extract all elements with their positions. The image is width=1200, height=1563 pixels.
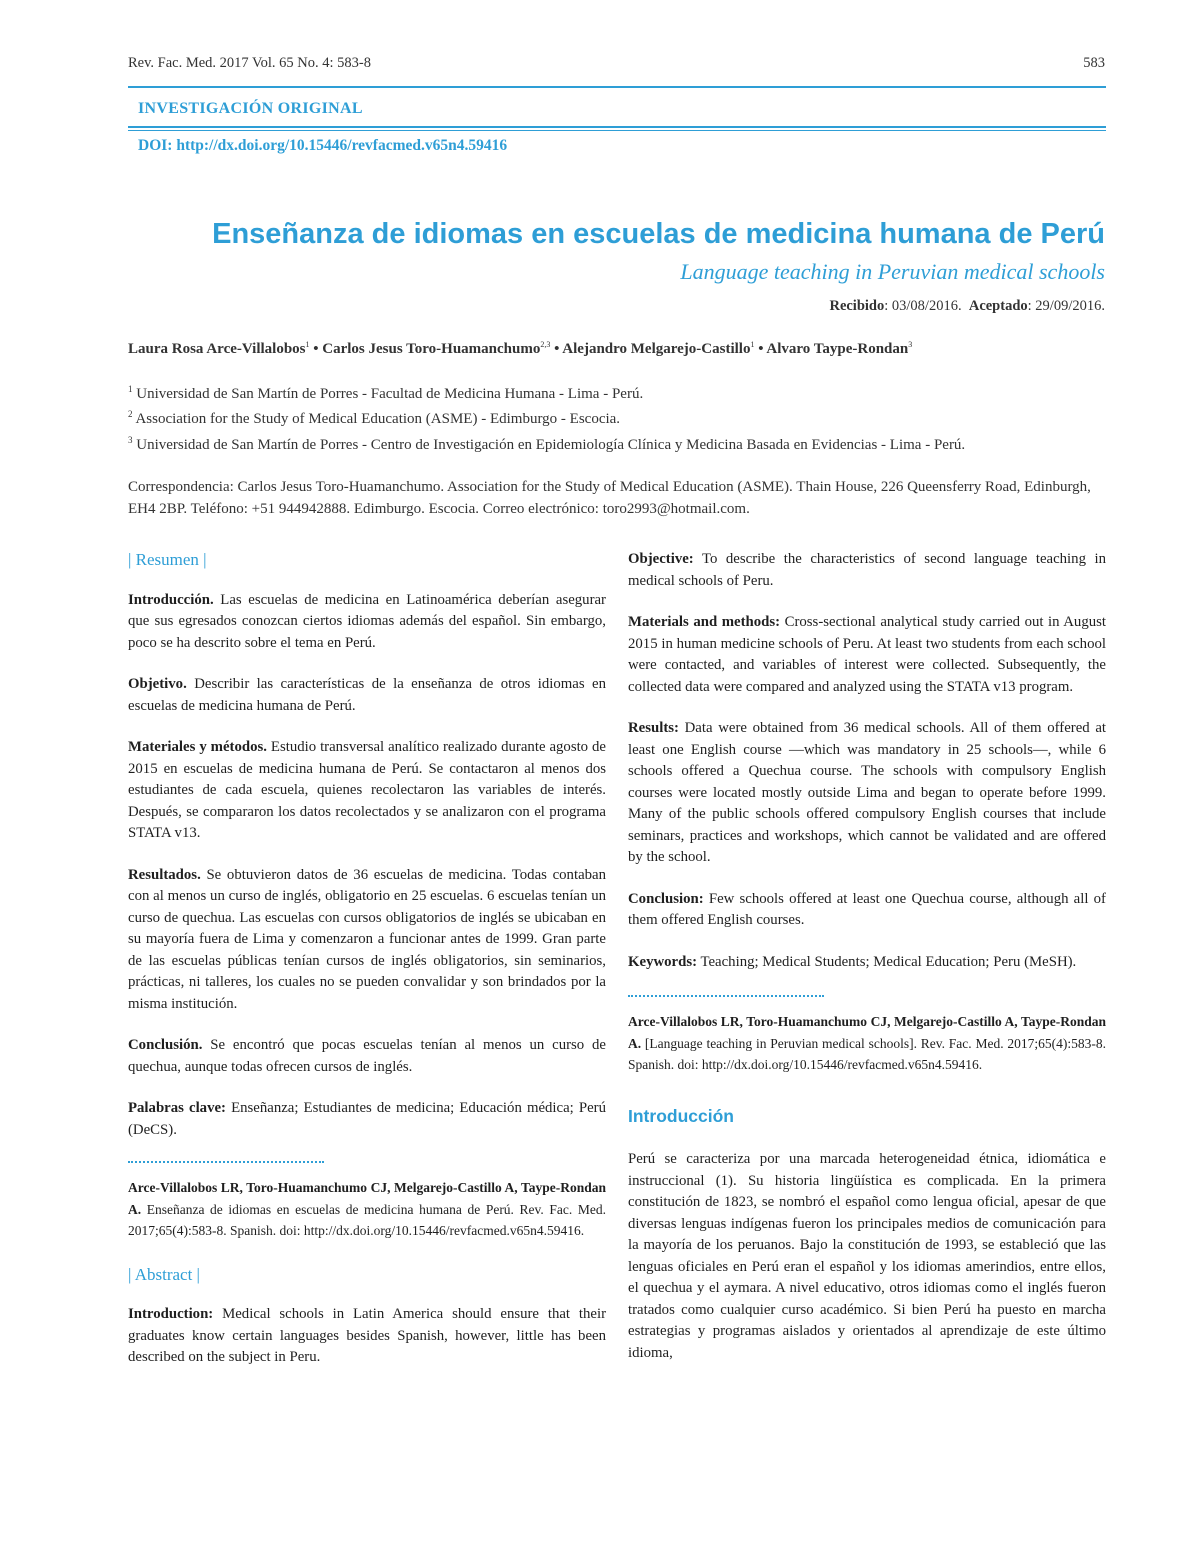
introduction-label: Introduction: [128,1306,214,1322]
affiliation-text: Universidad de San Martín de Porres - Facultad de Medicina Humana - Lima - Perú. [136,386,644,402]
citation-es [128,1177,606,1242]
results-label: Results: [628,720,679,736]
keywords-label: Keywords: [628,953,698,970]
resultados-label: Resultados. [128,866,201,883]
resumen-column [128,549,606,1369]
introduccion-body: Perú se caracteriza por una marcada heterogeneidad étnica, idiomática e instruccional (1). Su historia lingüística es complicada. En la primera constitución de 1823, se nombró el español como lengua oficial, apesar de que diversas lenguas indígenas fueron los principales medios de comunicación para la mayoría de los peruanos. Bajo la constitución de 1993, se estableció que las lenguas oficiales en Perú eran el español y los idiomas amerindios, entre ellos, el quechua y el aymara. A nivel educativo, otros idiomas como el inglés fueron tratados como cualquier curso académico. Si bien Perú ha puesto en marcha estrategias y programas aislados y orientados al aprendizaje de este último idioma, [628,1151,1106,1361]
citation-en [628,1011,1106,1076]
results-text: Data were obtained from 36 medical schools. All of them offered at least one English course —which was mandatory in 25 schools—, while 6 schools offered a Quechua course. The schools with compulsory English courses were located mostly outside Lima and began to operate before 1999. Many of the public schools offered compulsory English courses that include seminars, practices and workshops, which cannot be validated and are offered by the school. [628,720,1106,865]
resumen-conclusion [128,1035,606,1078]
article-dates [829,298,1105,315]
article-title: Enseñanza de idiomas en escuelas de medicina humana de Perú [212,218,1105,250]
author-affiliation-mark: 3 [908,340,913,349]
resumen-resultados [128,865,606,1016]
abstract-results [628,718,1106,869]
affiliation-number: 2 [128,409,133,419]
palabras-clave-text: Enseñanza; Estudiantes de medicina; Educación médica; Perú (DeCS). [128,1100,606,1138]
conclusion-label: Conclusion: [628,890,704,907]
page-number: 583 [1083,55,1105,71]
author-name: • Alejandro Melgarejo-Castillo [554,341,751,357]
introduction-text: Medical schools in Latin America should ensure that their graduates know certain languages besides Spanish, however, little has been described on the subject in Peru. [128,1306,606,1365]
affiliation [128,435,965,454]
article-subtitle: Language teaching in Peruvian medical schools [680,259,1105,284]
resultados-text: Se obtuvieron datos de 36 escuelas de medicina. Todas contaban con al menos un curso de inglés, obligatorio en 25 escuelas. 6 escuelas tenían un curso de quechua. Las escuelas con cursos obligatorios de inglés se ubicaban en su mayoría fuera de Lima y comenzaron a funcionar antes de 1999. Gran parte de las escuelas públicas tenían cursos de inglés obligatorios, sin seminarios, prácticas, ni talleres, los cuales no se pueden convalidar y son brindados por la misma institución. [128,866,606,1012]
section-rule-bottom [128,130,1106,131]
metodos-text: Estudio transversal analítico realizado durante agosto de 2015 en escuelas de medicina humana de Perú. Se contactaron al menos dos estudiantes de cada escuela, quienes recolectaron las variables de interés. Después, se compararon los datos recolectados y se analizaron con el programa STATA v13. [128,739,606,841]
received-date: : 03/08/2016. [884,298,962,314]
author-name: Laura Rosa Arce-Villalobos [128,341,306,357]
objective-label: Objective: [628,551,694,567]
palabras-clave-label: Palabras clave: [128,1100,226,1116]
metodos-label: Materiales y métodos. [128,739,267,755]
objetivo-text: Describir las características de la enseñanza de otros idiomas en escuelas de medicina humana de Perú. [128,676,606,714]
keywords-text: Teaching; Medical Students; Medical Education; Peru (MeSH). [697,953,1077,970]
author-affiliation-mark: 1 [750,340,755,349]
affiliation-text: Universidad de San Martín de Porres - Centro de Investigación en Epidemiología Clínica y Medicina Basada en Evidencias - Lima - Perú. [136,437,966,453]
introduccion-heading: Introducción [628,1105,734,1126]
abstract-objective [628,549,1106,592]
abstract-column [628,549,1106,1364]
affiliation-number: 3 [128,435,133,445]
citation-authors: Arce-Villalobos LR, Toro-Huamanchumo CJ, Melgarejo-Castillo A, Taype-Rondan A. [628,1014,1106,1051]
resumen-metodos [128,737,606,845]
section-tag: INVESTIGACIÓN ORIGINAL [138,100,363,117]
conclusion-label: Conclusión. [128,1037,203,1053]
abstract-methods [628,612,1106,698]
author-name: • Carlos Jesus Toro-Huamanchumo [313,341,541,357]
citation-text: Enseñanza de idiomas en escuelas de medicina humana de Perú. Rev. Fac. Med. 2017;65(4):583-8. Spanish. doi: http://dx.doi.org/10.15446/revfacmed.v65n4.59416. [128,1201,606,1238]
citation-authors: Arce-Villalobos LR, Toro-Huamanchumo CJ, Melgarejo-Castillo A, Taype-Rondan A. [128,1180,606,1217]
author-name: • Alvaro Taype-Rondan [758,341,909,357]
resumen-heading: | Resumen | [128,550,207,569]
objective-text: To describe the characteristics of second language teaching in medical schools of Peru. [628,551,1106,589]
received-label: Recibido [829,298,885,314]
citation-divider [128,1161,324,1163]
methods-text: Cross-sectional analytical study carried out in August 2015 in human medicine schools of Peru. At least two students from each school were contacted, and variables of interest were collected. Subsequently, the collected data were compared and analyzed using the STATA v13 program. [628,614,1106,695]
affiliation [128,384,643,403]
accepted-label: Aceptado [968,298,1028,314]
affiliation [128,409,620,428]
abstract-introduction [128,1304,606,1369]
resumen-objetivo [128,674,606,717]
affiliation-number: 1 [128,384,133,394]
doi-link[interactable]: DOI: http://dx.doi.org/10.15446/revfacmed.v65n4.59416 [138,137,508,154]
conclusion-text: Se encontró que pocas escuelas tenían al menos un curso de quechua, aunque todas ofrecen cursos de inglés. [128,1037,606,1075]
resumen-palabras-clave [128,1098,606,1141]
introduccion-text: Las escuelas de medicina en Latinoamérica deberían asegurar que sus egresados conozcan ciertos idiomas además del español. Sin embargo, poco se ha descrito sobre el tema en Perú. [128,591,606,651]
citation-text: [Language teaching in Peruvian medical schools]. Rev. Fac. Med. 2017;65(4):583-8. Spanish. doi: http://dx.doi.org/10.15446/revfacmed.v65n4.59416. [628,1035,1106,1072]
affiliation-text: Association for the Study of Medical Education (ASME) - Edimburgo - Escocia. [135,411,621,427]
author-affiliation-mark: 1 [305,340,310,349]
section-rule-top [128,126,1106,128]
header-rule [128,86,1106,88]
correspondence: Correspondencia: Carlos Jesus Toro-Huamanchumo. Association for the Study of Medical Education (ASME). Thain House, 226 Queensferry Road, Edinburgh, EH4 2BP. Teléfono: +51 944942888. Edimburgo. Escocia. Correo electrónico: toro2993@hotmail.com. [128,479,1091,517]
citation-divider [628,995,824,997]
journal-reference: Rev. Fac. Med. 2017 Vol. 65 No. 4: 583-8 [128,55,372,71]
methods-label: Materials and methods: [628,614,781,630]
objetivo-label: Objetivo. [128,676,187,692]
abstract-conclusion [628,889,1106,932]
resumen-introduccion [128,590,606,655]
conclusion-text: Few schools offered at least one Quechua course, although all of them offered English courses. [628,890,1106,928]
introduccion-label: Introducción. [128,591,214,608]
abstract-heading: | Abstract | [128,1264,200,1284]
abstract-keywords [628,952,1106,974]
author-list [128,340,912,358]
accepted-date: : 29/09/2016. [1027,298,1105,314]
author-affiliation-mark: 2,3 [540,340,551,349]
